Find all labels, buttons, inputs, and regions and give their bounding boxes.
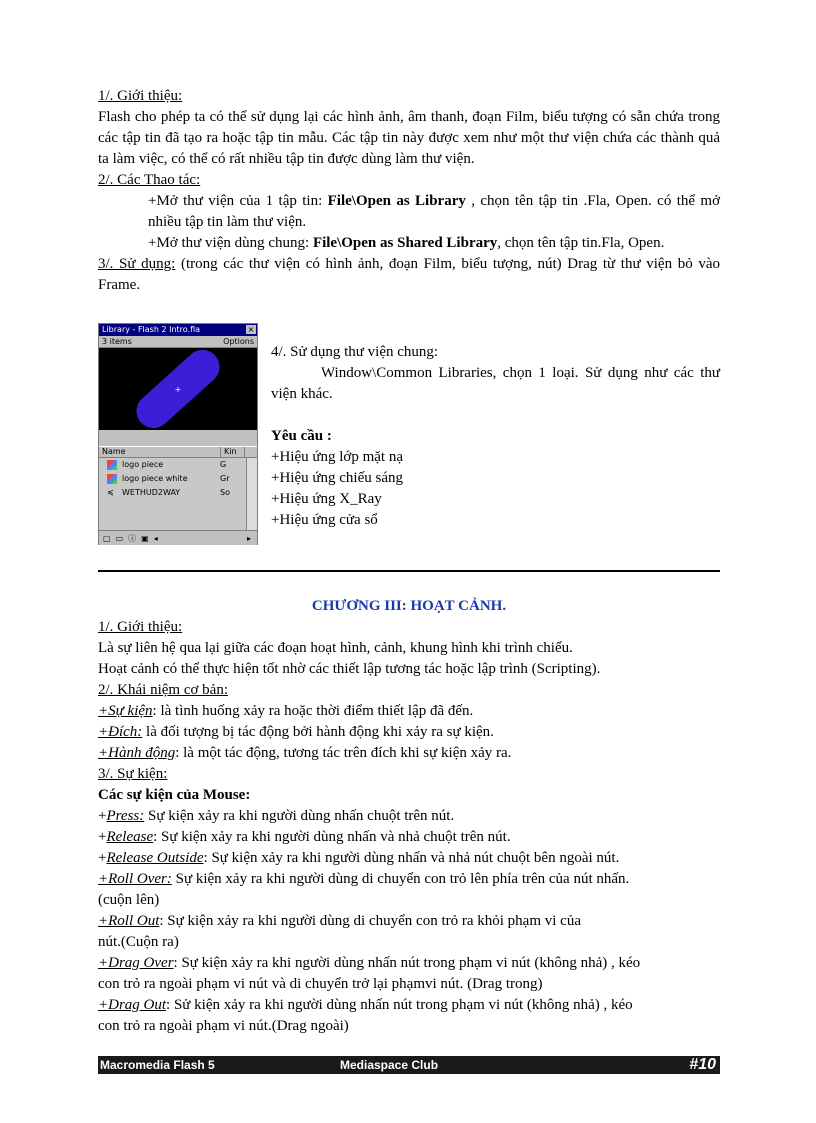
graphic-icon [107,474,117,484]
item-name: logo piece white [122,474,188,483]
events-heading: 3/. Sự kiện: [98,766,168,782]
concept-action [98,743,720,764]
properties-icon[interactable]: ⓘ [128,533,137,543]
chapter-intro-line2: Hoạt cảnh có thể thực hiện tốt nhờ các thiết lập tương tác hoặc lập trình (Scripting). [98,661,601,677]
section4-heading: 4/. Sử dụng thư viện chung: [271,344,439,360]
scrollbar[interactable] [246,458,257,530]
chapter-intro-line1: Là sự liên hệ qua lại giữa các đoạn hoạt hình, cảnh, khung hình khi trình chiếu. [98,640,573,656]
event-text: : Sự kiện xảy ra khi người dùng nhấn nút trong phạm vi nút (không nhả) , kéo [173,955,641,971]
mouse-events-heading: Các sự kiện của Mouse: [98,787,251,803]
item-name: logo piece [122,460,164,469]
event-text: : Sự kiện xảy ra khi người dùng nhấn và nhả nút chuột bên ngoài nút. [203,850,620,866]
item-name: WETHUD2WAY [122,488,181,497]
preview-shape [99,348,257,430]
library-column-header [99,446,257,458]
concept-term: +Hành động [98,745,176,761]
section3-heading: 3/. Sử dụng: [98,256,176,272]
page-footer [98,1056,720,1074]
requirement-item: +Hiệu ứng X_Ray [271,491,382,507]
event-drag-out [98,995,720,1016]
event-drag-over-cont: con trỏ ra ngoài phạm vi nút và di chuyển trở lại phạmvi nút. (Drag trong) [98,976,543,992]
divider [98,570,720,572]
list-item[interactable] [99,486,257,500]
concept-term: +Đích: [98,724,143,740]
event-term: +Roll Over: [98,871,172,887]
footer-product: Macromedia Flash 5 [100,1058,215,1072]
event-term: Press: [106,808,145,824]
library-bottom-bar [99,530,257,545]
library-separator [99,430,257,446]
section3-paragraph [98,254,720,296]
event-text: : Sự kiện xảy ra khi người dùng nhấn và nhả chuột trên nút. [153,829,511,845]
new-symbol-icon[interactable]: ▢ [103,533,111,543]
page-number: #10 [689,1056,716,1073]
event-text: Sự kiện xảy ra khi người dùng di chuyển con trỏ lên phía trên của nút nhấn. [171,871,630,887]
event-text: : Sử kiện xảy ra khi người dùng nhấn nút trong phạm vi nút (không nhả) , kéo [166,997,633,1013]
item2-menu-path: File\Open as Shared Library [312,235,498,251]
crosshair-icon: + [174,385,182,394]
event-roll-over [98,869,720,890]
section4 [271,342,720,531]
event-drag-over [98,953,720,974]
item1-menu-path: File\Open as Library [327,193,466,209]
requirement-item: +Hiệu ứng cửa sổ [271,512,378,528]
close-icon[interactable]: × [247,325,255,334]
chapter-content [98,596,720,1037]
library-titlebar [99,324,257,336]
event-press: +Press: Sự kiện xảy ra khi người dùng nhấn chuột trên nút. [98,808,455,824]
scroll-right-icon[interactable]: ▸ [246,533,251,543]
library-list [99,458,257,530]
item-kind: G [220,460,227,469]
event-roll-out-cont: nút.(Cuộn ra) [98,934,179,950]
list-item[interactable] [99,458,257,472]
event-roll-out [98,911,720,932]
item2-prefix: +Mở thư viện dùng chung: [148,235,313,251]
item-kind: So [220,488,230,497]
library-panel [98,323,258,545]
concept-term: +Sự kiện [98,703,153,719]
item1-prefix: +Mở thư viện của 1 tập tin: [148,193,328,209]
requirement-item: +Hiệu ứng chiếu sáng [271,470,403,486]
item1-suffix: , chọn tên tập tin .Fla, Open. có thể mở nhiều tập tin làm thư viện. [148,193,721,230]
section3-text: (trong các thư viện có hình ảnh, đoạn Film, biểu tượng, nút) Drag từ thư viện bỏ vào Frame. [98,256,720,293]
requirement-item: +Hiệu ứng lớp mặt nạ [271,449,403,465]
concept-text: là đối tượng bị tác động bởi hành động khi xảy ra sự kiện. [142,724,494,740]
graphic-icon [107,460,117,470]
scroll-left-icon[interactable]: ◂ [153,533,158,543]
event-term: +Drag Over [98,955,174,971]
library-item-count: 3 items [102,337,132,346]
concept-target [98,722,720,743]
event-release: +Release: Sự kiện xảy ra khi người dùng nhấn và nhả chuột trên nút. [98,829,511,845]
item2-suffix: , chọn tên tập tin.Fla, Open. [497,235,665,251]
list-item[interactable] [99,472,257,486]
event-text: Sự kiện xảy ra khi người dùng nhấn chuột trên nút. [144,808,455,824]
section1-heading: 1/. Giới thiệu: [98,88,183,104]
library-toolbar [99,336,257,348]
column-name[interactable]: Name [99,447,221,457]
concept-text: : là một tác động, tương tác trên đích khi sự kiện xảy ra. [175,745,512,761]
folder-icon[interactable]: ▭ [115,533,124,543]
event-release-outside: +Release Outside: Sự kiện xảy ra khi người dùng nhấn và nhả nút chuột bên ngoài nút. [98,850,620,866]
event-term: +Roll Out [98,913,160,929]
library-options-button[interactable]: Options [223,337,254,346]
event-drag-out-cont: con trỏ ra ngoài phạm vi nút.(Drag ngoài) [98,1018,349,1034]
section2-item2 [98,233,720,254]
top-content [98,86,720,296]
chapter-intro-heading: 1/. Giới thiệu: [98,619,183,635]
event-term: Release [106,829,154,845]
event-roll-over-cont: (cuộn lên) [98,892,160,908]
event-term: +Drag Out [98,997,167,1013]
section4-paragraph: Window\Common Libraries, chọn 1 loại. Sử dụng như các thư viện khác. [271,365,720,402]
section1-paragraph: Flash cho phép ta có thể sử dụng lại các hình ảnh, âm thanh, đoạn Film, biểu tượng có sẵn chứa trong các tập tin đã tạo ra hoặc tập tin mẫu. Các tập tin này được xem như một thư viện chứa các thành quả ta làm việc, có thể có rất nhiều tập tin được dùng làm thư viện. [98,109,720,167]
library-title: Library - Flash 2 Intro.fla [102,325,201,334]
concept-event [98,701,720,722]
item-kind: Gr [220,474,230,483]
library-preview [99,348,257,430]
delete-icon[interactable]: ▣ [141,533,149,543]
event-text: : Sự kiện xảy ra khi người dùng di chuyển con trỏ ra khỏi phạm vi của [159,913,581,929]
concept-text: : là tình huống xảy ra hoặc thời điểm thiết lập đã đến. [152,703,474,719]
section2-heading: 2/. Các Thao tác: [98,172,201,188]
sound-icon: ≼ [107,488,114,497]
requirements-heading: Yêu cầu : [271,428,332,444]
footer-club: Mediaspace Club [340,1058,439,1072]
column-kind[interactable]: Kin [221,447,245,457]
section2-item1 [98,191,720,233]
chapter-title: CHƯƠNG III: HOẠT CẢNH. [311,598,507,614]
concepts-heading: 2/. Khái niệm cơ bản: [98,682,228,698]
event-term: Release Outside [106,850,204,866]
